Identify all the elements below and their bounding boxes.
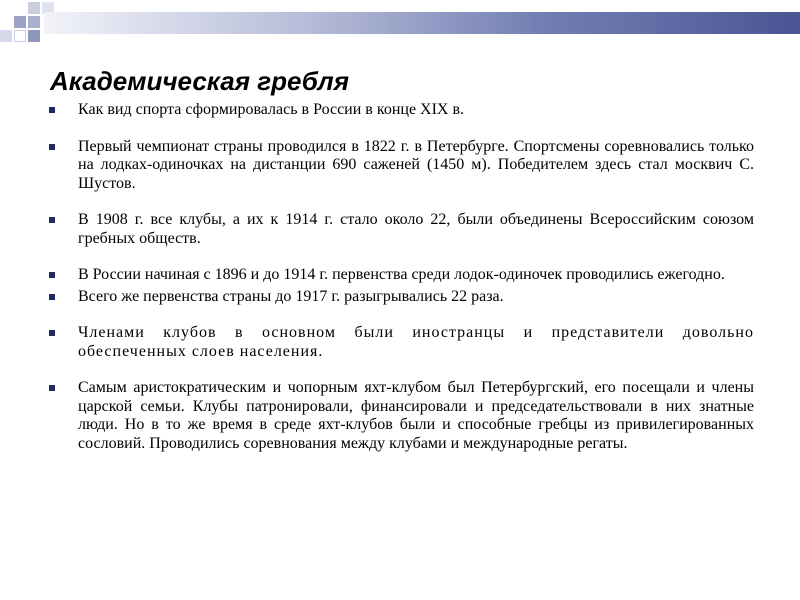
bullet-text: Всего же первенства страны до 1917 г. разыгрывались 22 раза. xyxy=(78,287,504,305)
square-bullet-icon xyxy=(49,294,55,300)
bullet-text: Первый чемпионат страны проводился в 1822 г. в Петербурге. Спортсмены соревновались только на лодках-одиночках на дистанции 690 саженей (1450 м). Победителем здесь стал москвич С. Шустов. xyxy=(78,137,754,192)
decor-square xyxy=(14,16,26,28)
bullet-list xyxy=(48,101,754,453)
square-bullet-icon xyxy=(49,217,55,223)
bullet-item xyxy=(48,324,754,361)
bullet-text: Как вид спорта сформировалась в России в конце XIX в. xyxy=(78,101,465,118)
slide-title: Академическая гребля xyxy=(50,66,350,96)
decor-square xyxy=(28,2,40,14)
bullet-text: Членами клубов в основном были иностранцы и представители довольно обеспеченных слоев населения. xyxy=(78,324,754,360)
decor-square xyxy=(28,30,40,42)
bullet-item xyxy=(48,266,754,285)
bullet-item xyxy=(48,288,754,307)
decor-square xyxy=(14,30,26,42)
square-bullet-icon xyxy=(49,144,55,150)
square-bullet-icon xyxy=(49,107,55,113)
square-bullet-icon xyxy=(49,272,55,278)
square-bullet-icon xyxy=(49,330,55,336)
bullet-text: В 1908 г. все клубы, а их к 1914 г. стало около 22, были объединены Всероссийским союзом гребных обществ. xyxy=(78,211,754,247)
decor-square xyxy=(0,30,12,42)
header-gradient-bar xyxy=(44,12,800,34)
bullet-item xyxy=(48,101,754,120)
bullet-item xyxy=(48,211,754,248)
square-bullet-icon xyxy=(49,385,55,391)
decor-square xyxy=(28,16,40,28)
bullet-item xyxy=(48,138,754,194)
bullet-text: Самым аристократическим и чопорным яхт-клубом был Петербургский, его посещали и члены царской семьи. Клубы патронировали, финансировали и председательствовали в них знатные люди. Но в то же время в среде яхт-клубов были и способные гребцы из привилегированных сословий. Проводились соревнования между клубами и международные регаты. xyxy=(78,379,754,452)
bullet-item xyxy=(48,379,754,453)
bullet-text: В России начиная с 1896 и до 1914 г. первенства среди лодок-одиночек проводились ежегодно. xyxy=(78,266,725,283)
